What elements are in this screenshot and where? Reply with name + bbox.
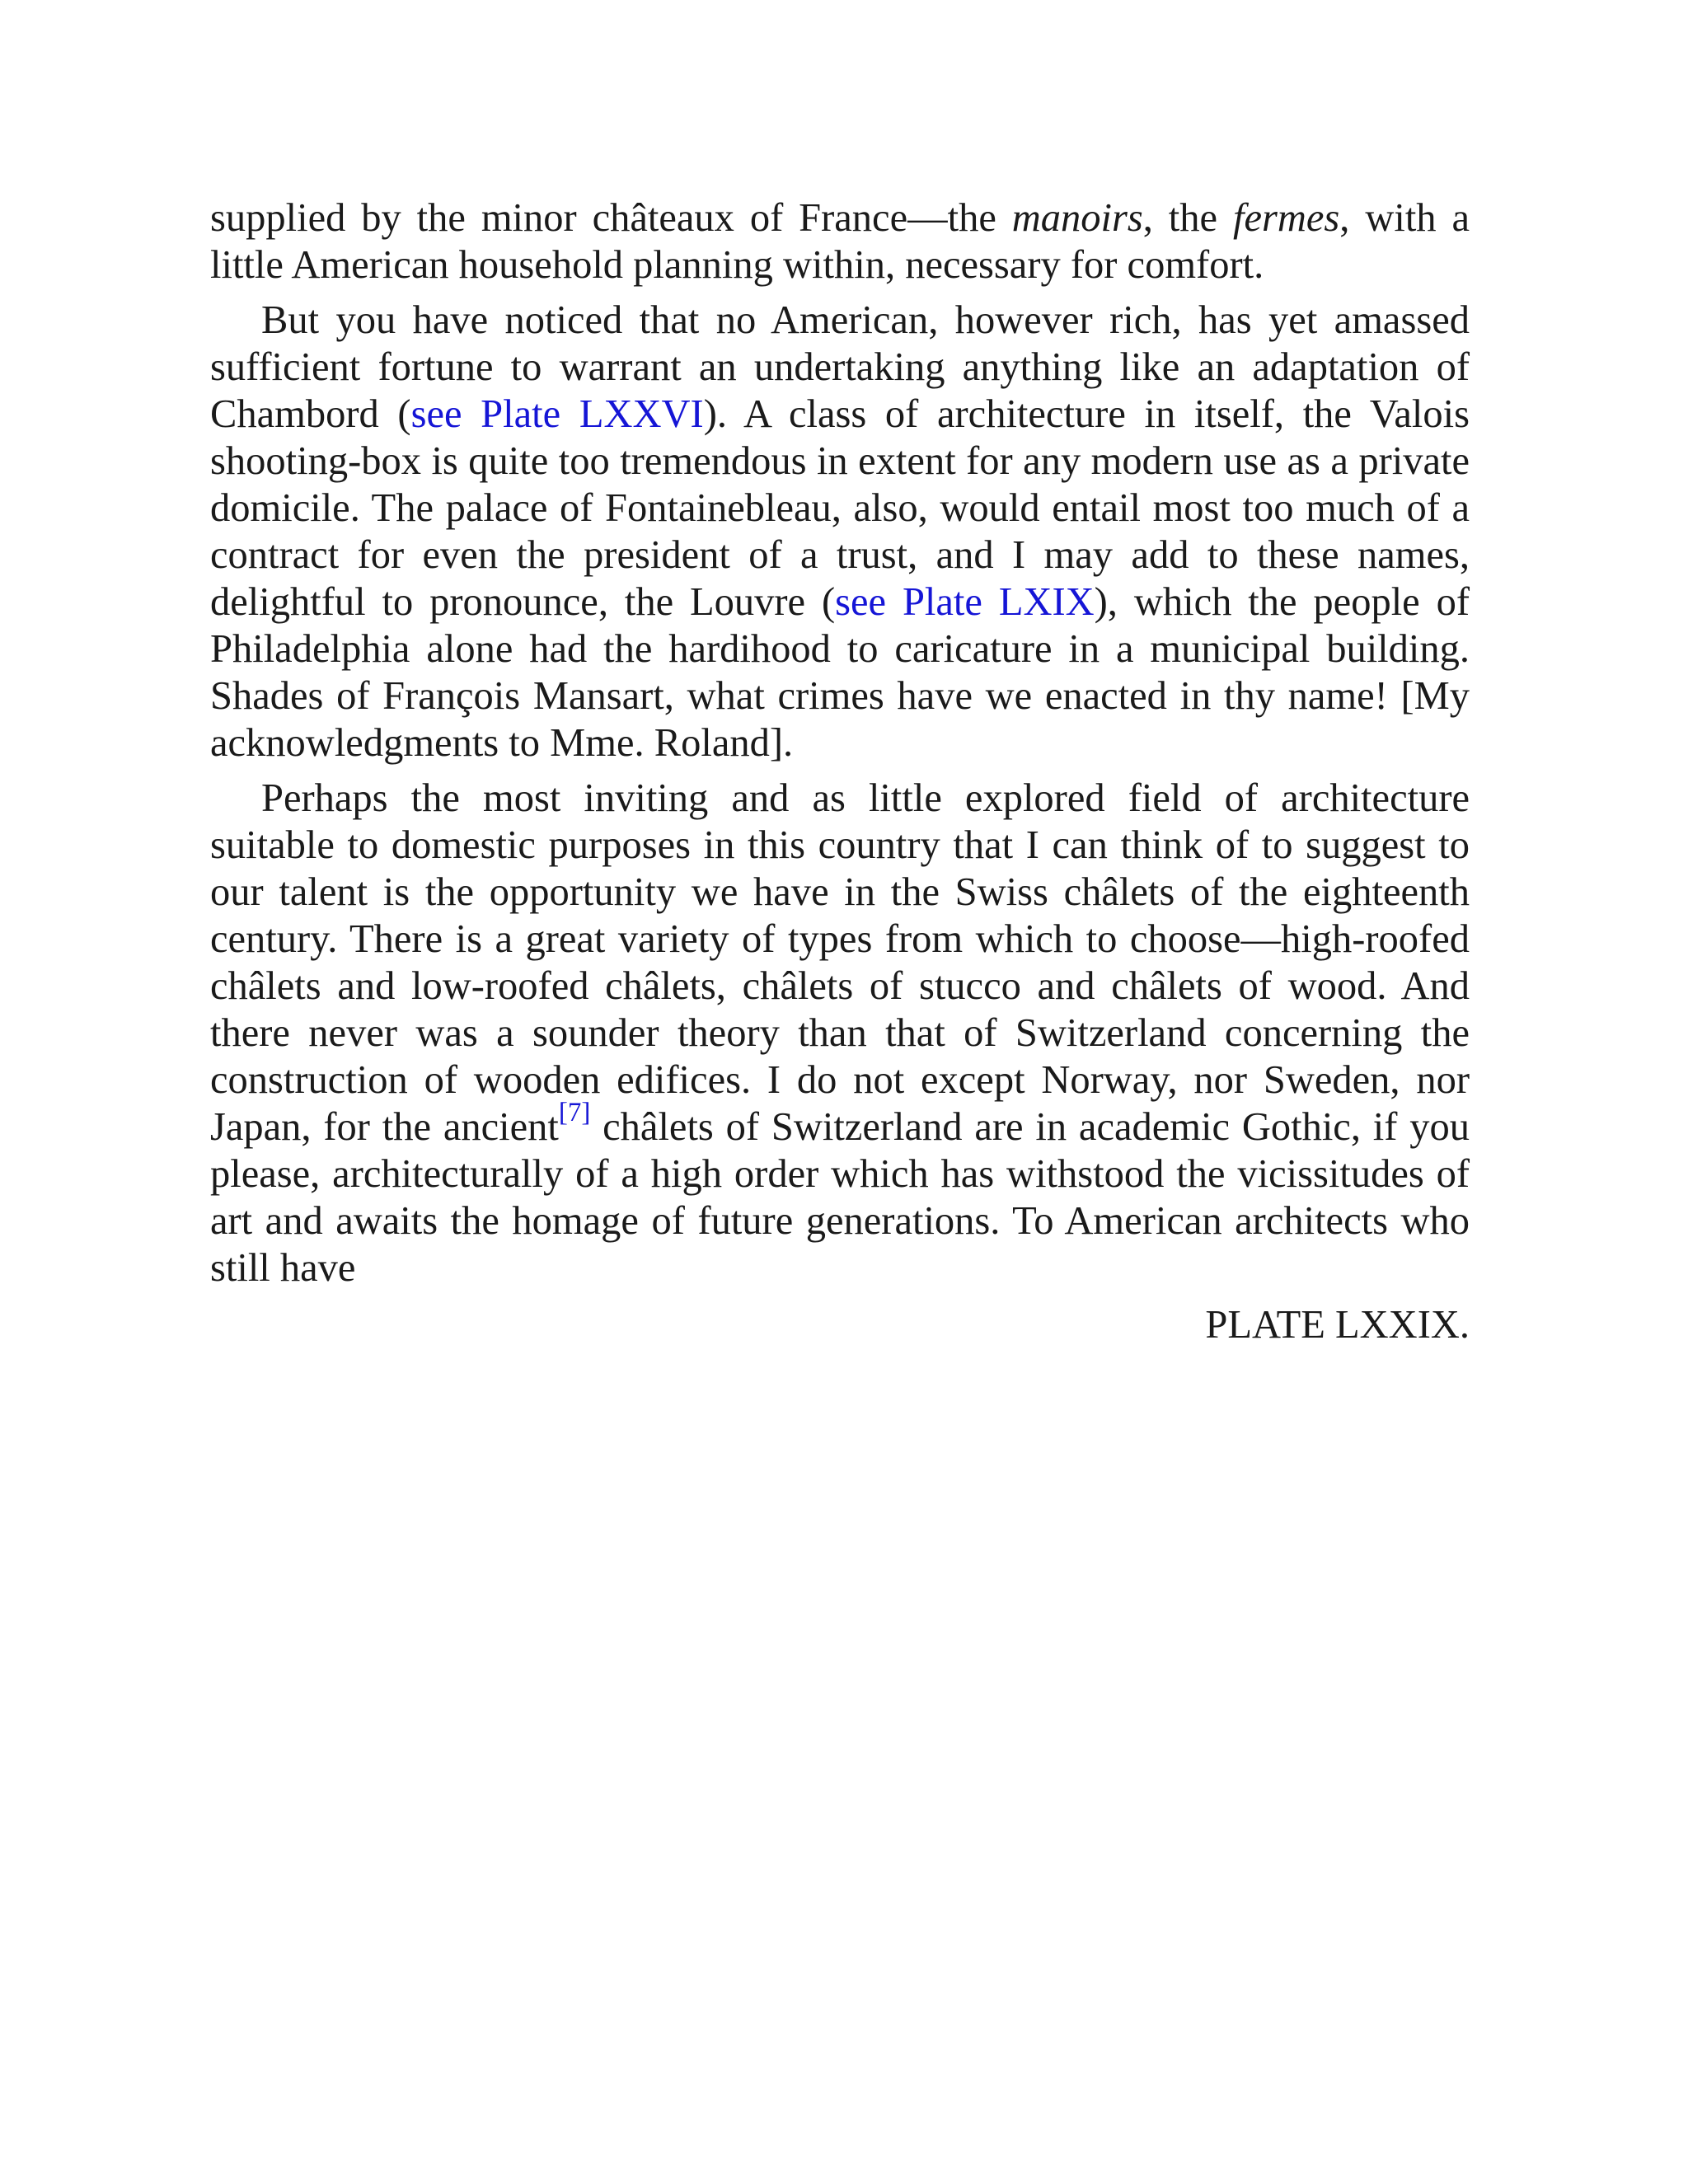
plate-caption: PLATE LXXIX. [1205, 1303, 1470, 1347]
paragraph-2-text-a: But you have noticed that no American, however rich, has yet amassed sufficient fortune to warrant an undertaking anything like an adaptation of Chambord ( [210, 298, 1470, 436]
paragraph-3-text-a: Perhaps the most inviting and as little explored field of architecture suitable to domestic purposes in this country that I can think of to suggest to our talent is the opportunity we have in the Swiss châlets of the eighteenth century. There is a great variety of types from which to choose—high-roofed châlets and low-roofed châlets, châlets of stucco and châlets of wood. And there never was a sounder theory than that of Switzerland concerning the construction of wooden edifices. I do not except Norway, nor Sweden, nor Japan, for the ancient [210, 776, 1470, 1149]
paragraph-2-text-c: ), which the people of Philadelphia alone had the hardihood to caricature in a municipal building. Shades of François Mansart, what crimes have we enacted in thy name! [My acknowledgments to Mme. Roland]. [210, 580, 1470, 765]
italic-manoirs: manoirs [1011, 196, 1143, 240]
page-body [210, 194, 1470, 1348]
footnote-ref [559, 1098, 590, 1127]
paragraph-1-text-b: , the [1142, 196, 1233, 240]
paragraph-1 [210, 194, 1470, 288]
paragraph-2-text-b: ). A class of architecture in itself, the Valois shooting-box is quite too tremendous in extent for any modern use as a private domicile. The palace of Fontainebleau, also, would entail most too much of a contract for even the president of a trust, and I may add to these names, delightful to pronounce, the Louvre ( [210, 392, 1470, 624]
paragraph-1-text-c: , with a little American household planning within, necessary for comfort. [210, 196, 1470, 287]
paragraph-3 [210, 775, 1470, 1291]
paragraph-3-text-b: châlets of Switzerland are in academic Gothic, if you please, architecturally of a high order which has withstood the vicissitudes of art and awaits the homage of future generations. To American architects who still have [210, 1105, 1470, 1290]
link-plate-lxix[interactable]: see Plate LXIX [835, 580, 1095, 624]
italic-fermes: fermes [1232, 196, 1340, 240]
paragraph-1-text-a: supplied by the minor châteaux of France—the [210, 196, 1012, 240]
paragraph-2 [210, 297, 1470, 766]
footnote-link-7[interactable]: [7] [558, 1097, 591, 1127]
link-plate-lxxvi[interactable]: see Plate LXXVI [410, 392, 704, 436]
